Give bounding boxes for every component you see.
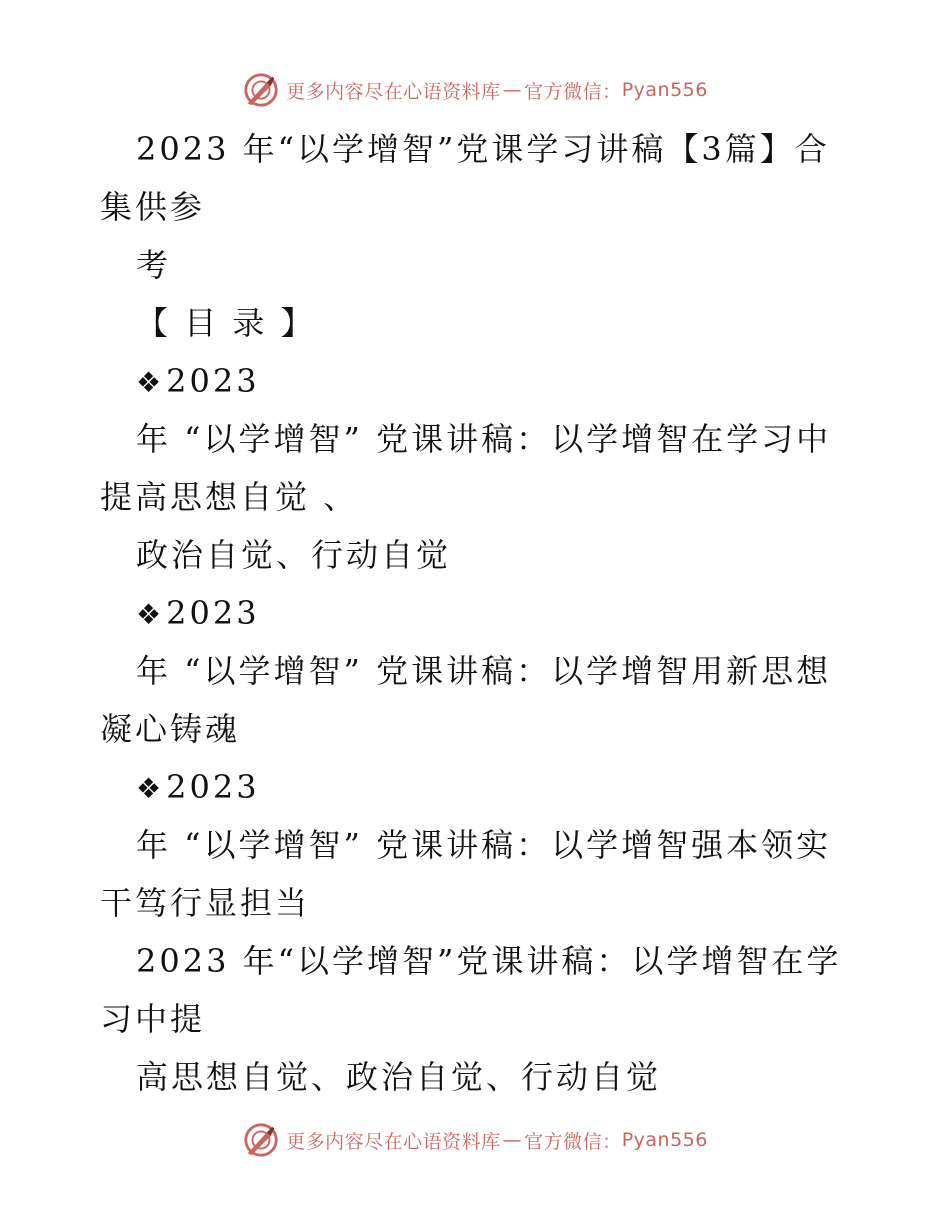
section-title-line3: 高思想自觉、政治自觉、行动自觉: [136, 1058, 662, 1096]
section-title-line2: 习中提: [100, 1000, 206, 1038]
watermark-text: 更多内容尽在心语资料库: [286, 1130, 501, 1153]
toc-item-year: 2023: [166, 362, 260, 400]
toc-item-year: 2023: [166, 768, 260, 806]
diamond-bullet-icon: ❖: [136, 598, 165, 631]
watermark-wechat-label: 官方微信：: [524, 80, 622, 103]
watermark-separator: —: [502, 1129, 523, 1151]
toc-item-2-line1: 年 “以学增智” 党课讲稿：以学增智用新思想: [136, 652, 832, 690]
toc-item-2-line2: 凝心铸魂: [100, 710, 241, 748]
diamond-bullet-icon: ❖: [136, 772, 165, 805]
toc-item-1-year: [100, 352, 860, 410]
header-watermark: [0, 70, 950, 110]
toc-item-1-line3: 政治自觉、行动自觉: [136, 536, 452, 574]
pen-logo-icon: [242, 1121, 280, 1159]
toc-item-3-year: [100, 758, 860, 816]
toc-item-3-line1: 年 “以学增智” 党课讲稿：以学增智强本领实: [136, 826, 832, 864]
doc-title-line3: 考: [136, 246, 172, 284]
toc-item-1-line1: 年 “以学增智” 党课讲稿：以学增智在学习中: [136, 420, 832, 458]
toc-heading: 【 目 录 】: [136, 304, 316, 342]
watermark-separator: —: [502, 79, 523, 101]
doc-title-line2: 集供参: [100, 188, 206, 226]
toc-item-3-line2: 干笃行显担当: [100, 884, 311, 922]
pen-logo-icon: [242, 71, 280, 109]
document-body: [100, 120, 860, 1106]
diamond-bullet-icon: ❖: [136, 366, 165, 399]
watermark-wechat-id: Pyan556: [621, 79, 708, 101]
toc-item-year: 2023: [166, 594, 260, 632]
watermark-text: 更多内容尽在心语资料库: [286, 80, 501, 103]
watermark-wechat-id: Pyan556: [621, 1129, 708, 1151]
toc-item-1-line2: 提高思想自觉 、: [100, 478, 359, 516]
doc-title-line1: 2023 年“以学增智”党课学习讲稿【3篇】合: [136, 130, 830, 168]
footer-watermark: [0, 1120, 950, 1160]
section-title-line1: 2023 年“以学增智”党课讲稿：以学增智在学: [136, 942, 842, 980]
toc-item-2-year: [100, 584, 860, 642]
watermark-wechat-label: 官方微信：: [524, 1130, 622, 1153]
